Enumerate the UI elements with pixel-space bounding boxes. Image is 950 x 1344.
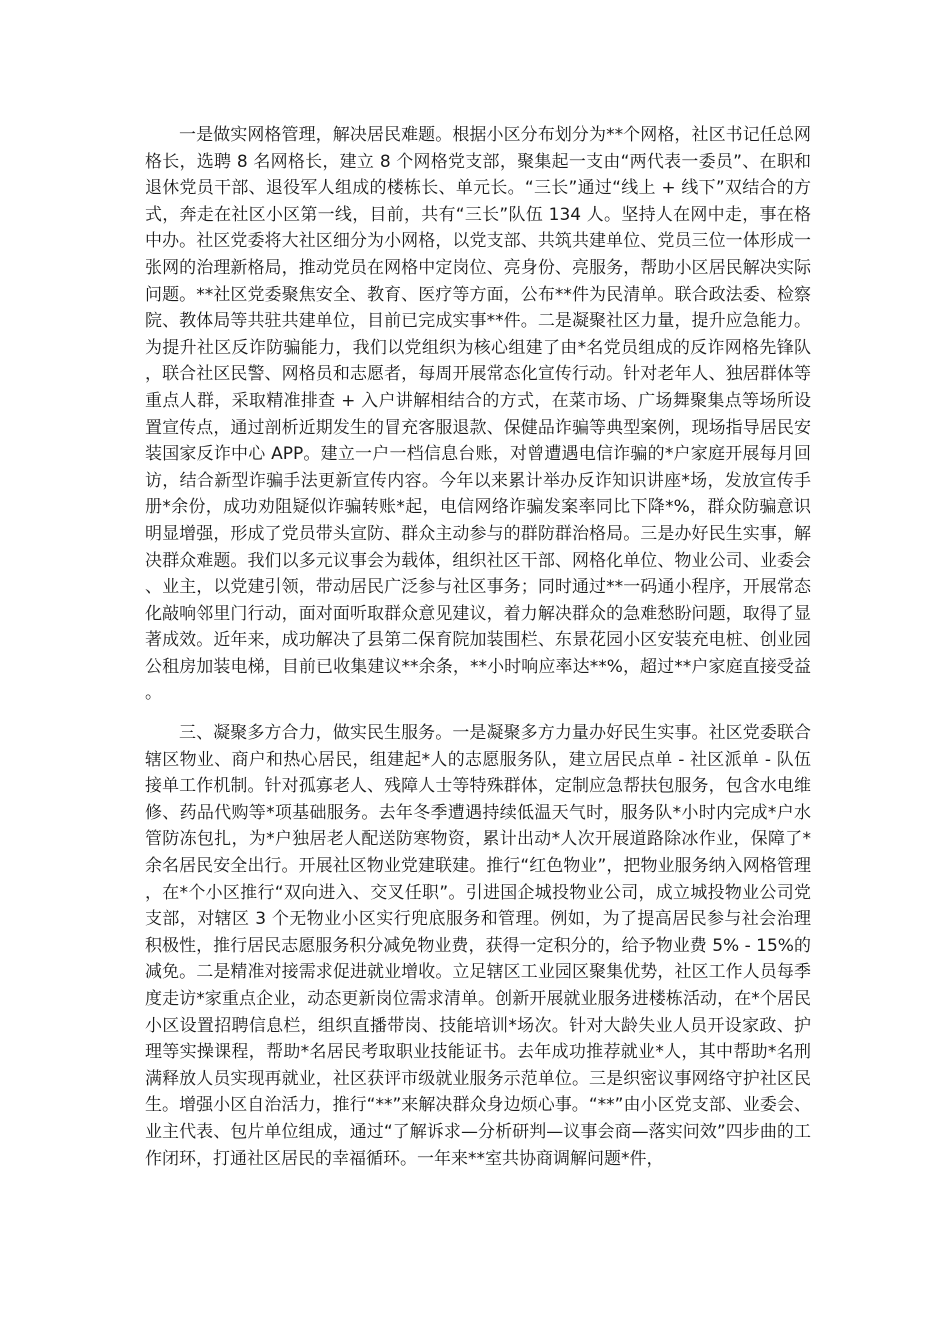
paragraph-grid-management: 一是做实网格管理，解决居民难题。根据小区分布划分为**个网格，社区书记任总网格长，选聘 8 名网格长，建立 8 个网格党支部，聚集起一支由“两代表一委员”、在职和退休党员干部、退役军人组成的楼栋长、单元长。“三长”通过“线上 + 线下”双结合的方式，奔走在社区小区第一线，目前，共有“三长”队伍 134 人。坚持人在网中走，事在格中办。社区党委将大社区细分为小网格，以党支部、共筑共建单位、党员三位一体形成一张网的治理新格局，推动党员在网格中定岗位、亮身份、亮服务，帮助小区居民解决实际问题。**社区党委聚焦安全、教育、医疗等方面，公布**件为民清单。联合政法委、检察院、教体局等共驻共建单位，目前已完成实事**件。二是凝聚社区力量，提升应急能力。为提升社区反诈防骗能力，我们以党组织为核心组建了由*名党员组成的反诈网格先锋队，联合社区民警、网格员和志愿者，每周开展常态化宣传行动。针对老年人、独居群体等重点人群，采取精准排查 + 入户讲解相结合的方式，在菜市场、广场舞聚集点等场所设置宣传点，通过剖析近期发生的冒充客服退款、保健品诈骗等典型案例，现场指导居民安装国家反诈中心 APP。建立一户一档信息台账，对曾遭遇电信诈骗的*户家庭开展每月回访，结合新型诈骗手法更新宣传内容。今年以来累计举办反诈知识讲座*场，发放宣传手册*余份，成功劝阻疑似诈骗转账*起，电信网络诈骗发案率同比下降*%，群众防骗意识明显增强，形成了党员带头宣防、群众主动参与的群防群治格局。三是办好民生实事，解决群众难题。我们以多元议事会为载体，组织社区干部、网格化单位、物业公司、业委会、业主，以党建引领，带动居民广泛参与社区事务；同时通过**一码通小程序，开展常态化敲响邻里门行动，面对面听取群众意见建议，着力解决群众的急难愁盼问题，取得了显著成效。近年来，成功解决了县第二保育院加装围栏、东景花园小区安装充电桩、创业园公租房加装电梯，目前已收集建议**余条，**小时响应率达**%，超过**户家庭直接受益。 xyxy=(145,125,811,704)
paragraph-joint-efforts: 三、凝聚多方合力，做实民生服务。一是凝聚多方力量办好民生实事。社区党委联合辖区物业、商户和热心居民，组建起*人的志愿服务队，建立居民点单 - 社区派单 - 队伍接单工作机制。针对孤寡老人、残障人士等特殊群体，定制应急帮扶包服务，包含水电维修、药品代购等*项基础服务。去年冬季遭遇持续低温天气时，服务队*小时内完成*户水管防冻包扎，为*户独居老人配送防寒物资，累计出动*人次开展道路除冰作业，保障了*余名居民安全出行。开展社区物业党建联建。推行“红色物业”，把物业服务纳入网格管理，在*个小区推行“双向进入、交叉任职”。引进国企城投物业公司，成立城投物业公司党支部，对辖区 3 个无物业小区实行兜底服务和管理。例如，为了提高居民参与社会治理积极性，推行居民志愿服务积分减免物业费，获得一定积分的，给予物业费 5% - 15%的减免。二是精准对接需求促进就业增收。立足辖区工业园区聚集优势，社区工作人员每季度走访*家重点企业，动态更新岗位需求清单。创新开展就业服务进楼栋活动，在*个居民小区设置招聘信息栏，组织直播带岗、技能培训*场次。针对大龄失业人员开设家政、护理等实操课程，帮助*名居民考取职业技能证书。去年成功推荐就业*人，其中帮助*名刑满释放人员实现再就业，社区获评市级就业服务示范单位。三是织密议事网络守护社区民生。增强小区自治活力，推行“**”来解决群众身边烦心事。“**”由小区党支部、业委会、业主代表、包片单位组成，通过“了解诉求—分析研判—议事会商—落实问效”四步曲的工作闭环，打通社区居民的幸福循环。一年来**室共协商调解问题*件， xyxy=(145,723,811,1169)
document-page xyxy=(145,122,811,1172)
